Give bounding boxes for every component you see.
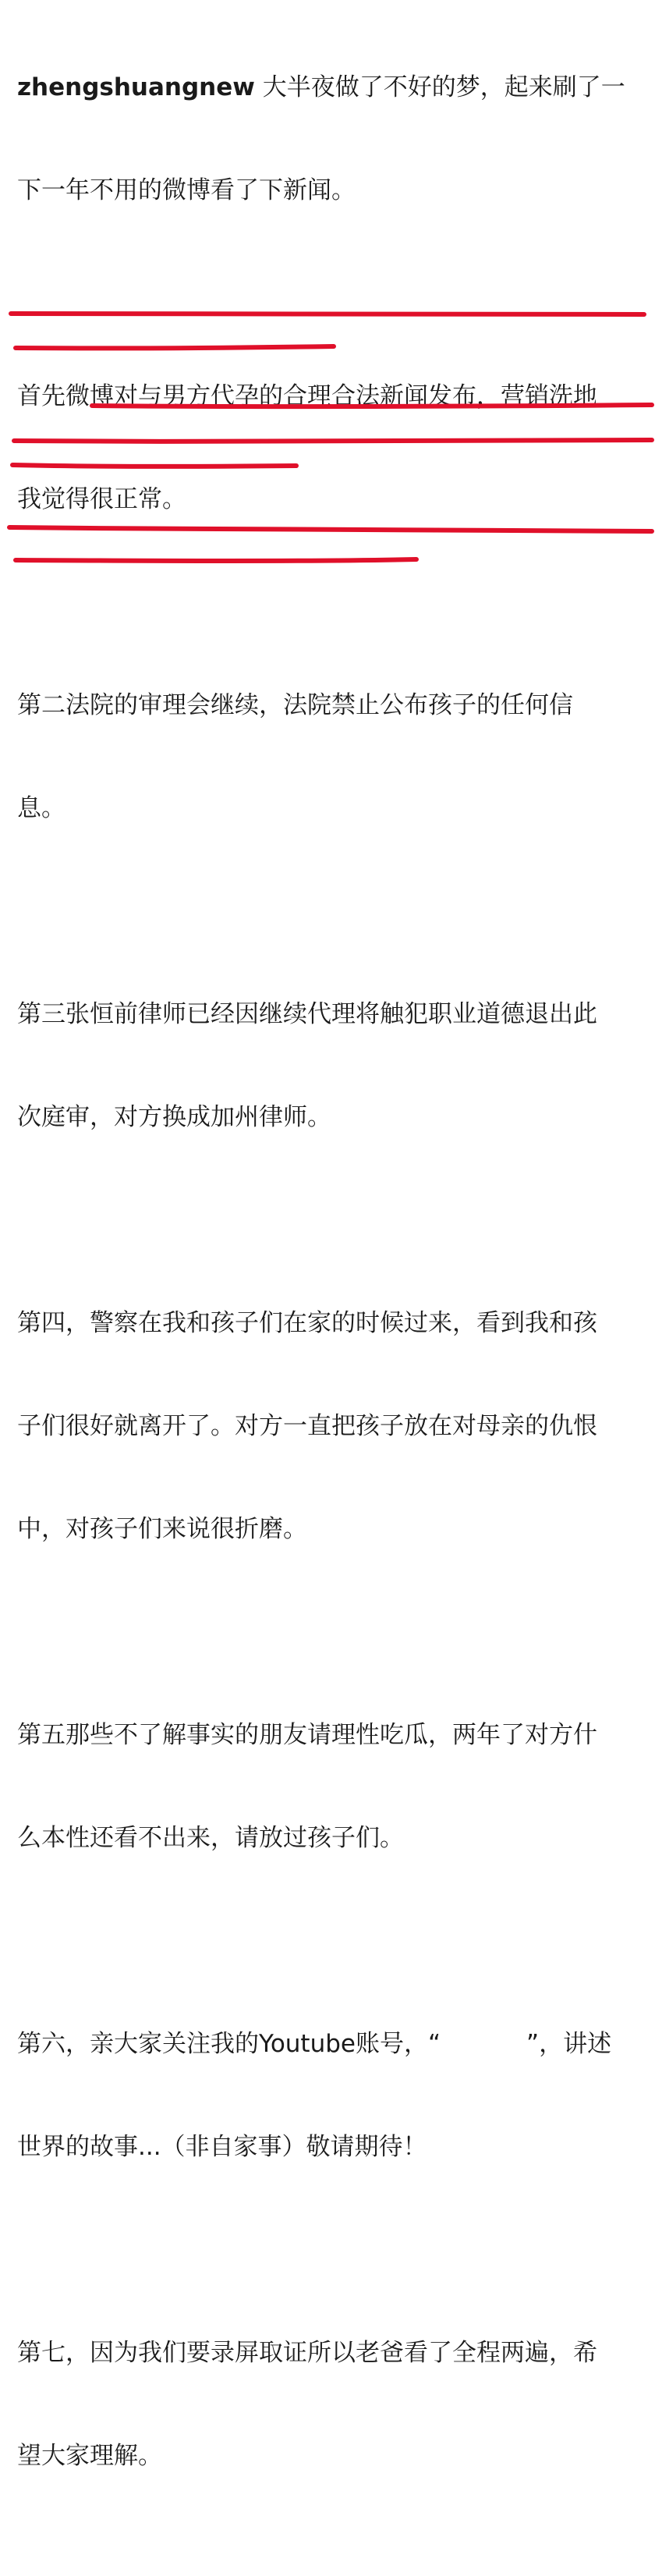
paragraph-5 — [17, 1649, 641, 1924]
paragraph-2 — [17, 619, 641, 894]
p4-line-2: 子们很好就离开了。对方一直把孩子放在对母亲的仇恨 — [17, 1412, 597, 1440]
post-text — [17, 2, 641, 2576]
p2-line-2: 息。 — [17, 794, 66, 822]
p5-line-1: 第五那些不了解事实的朋友请理性吃瓜，两年了对方什 — [17, 1721, 597, 1749]
p5-line-2: 么本性还看不出来，请放过孩子们。 — [17, 1824, 404, 1852]
paragraph-1 — [17, 310, 641, 585]
p1-line-2: 我觉得很正常。 — [17, 485, 186, 513]
p4-line-3: 中，对孩子们来说很折磨。 — [17, 1515, 307, 1543]
p6-line-1-after: ”，讲述 — [526, 2030, 612, 2058]
intro-line-1: 大半夜做了不好的梦，起来刷了一 — [254, 73, 625, 101]
p7-line-1: 第七，因为我们要录屏取证所以老爸看了全程两遍，希 — [17, 2339, 597, 2367]
username[interactable]: zhengshuangnew — [17, 73, 255, 101]
p6-line-2: 世界的故事...（非自家事）敬请期待！ — [17, 2133, 427, 2161]
paragraph-4 — [17, 1237, 641, 1615]
paragraph-7 — [17, 2267, 641, 2542]
p4-line-1: 第四，警察在我和孩子们在家的时候过来，看到我和孩 — [17, 1309, 597, 1337]
p7-line-2: 望大家理解。 — [17, 2442, 162, 2470]
post-intro — [17, 2, 641, 276]
paragraph-3 — [17, 928, 641, 1203]
p2-line-1: 第二法院的审理会继续，法院禁止公布孩子的任何信 — [17, 691, 573, 719]
p1-line-1: 首先微博对与男方代孕的合理合法新闻发布，营销洗地 — [17, 382, 597, 410]
paragraph-6 — [17, 1958, 641, 2233]
p3-line-2: 次庭审，对方换成加州律师。 — [17, 1103, 331, 1131]
intro-line-2: 下一年不用的微博看了下新闻。 — [17, 176, 356, 204]
p3-line-1: 第三张恒前律师已经因继续代理将触犯职业道德退出此 — [17, 1000, 597, 1028]
p6-line-1-before: 第六，亲大家关注我的Youtube账号，“ — [17, 2030, 441, 2058]
